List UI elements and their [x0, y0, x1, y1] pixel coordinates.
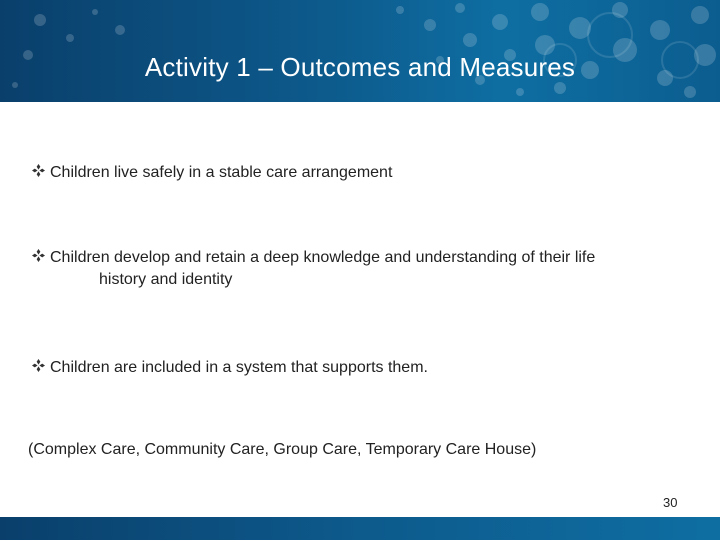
bullet-text-continuation: history and identity — [99, 271, 233, 288]
bullet-text: Children live safely in a stable care arrangement — [50, 164, 393, 181]
care-types-note: (Complex Care, Community Care, Group Care, Temporary Care House) — [28, 441, 537, 458]
bullet-item — [32, 162, 692, 184]
diamond-bullet-icon — [32, 249, 45, 262]
diamond-bullet-icon — [32, 359, 45, 372]
page-number: 30 — [663, 495, 678, 510]
bullet-text: Children develop and retain a deep knowledge and understanding of their life — [50, 249, 596, 266]
dot-pattern-decoration — [0, 0, 720, 102]
footer-bar — [0, 517, 720, 540]
bullet-item — [32, 357, 692, 379]
diamond-bullet-icon — [32, 164, 45, 177]
slide-title: Activity 1 – Outcomes and Measures — [144, 52, 576, 82]
bullet-item — [32, 247, 692, 291]
header-banner — [0, 0, 720, 102]
bullet-text: Children are included in a system that supports them. — [50, 359, 428, 376]
